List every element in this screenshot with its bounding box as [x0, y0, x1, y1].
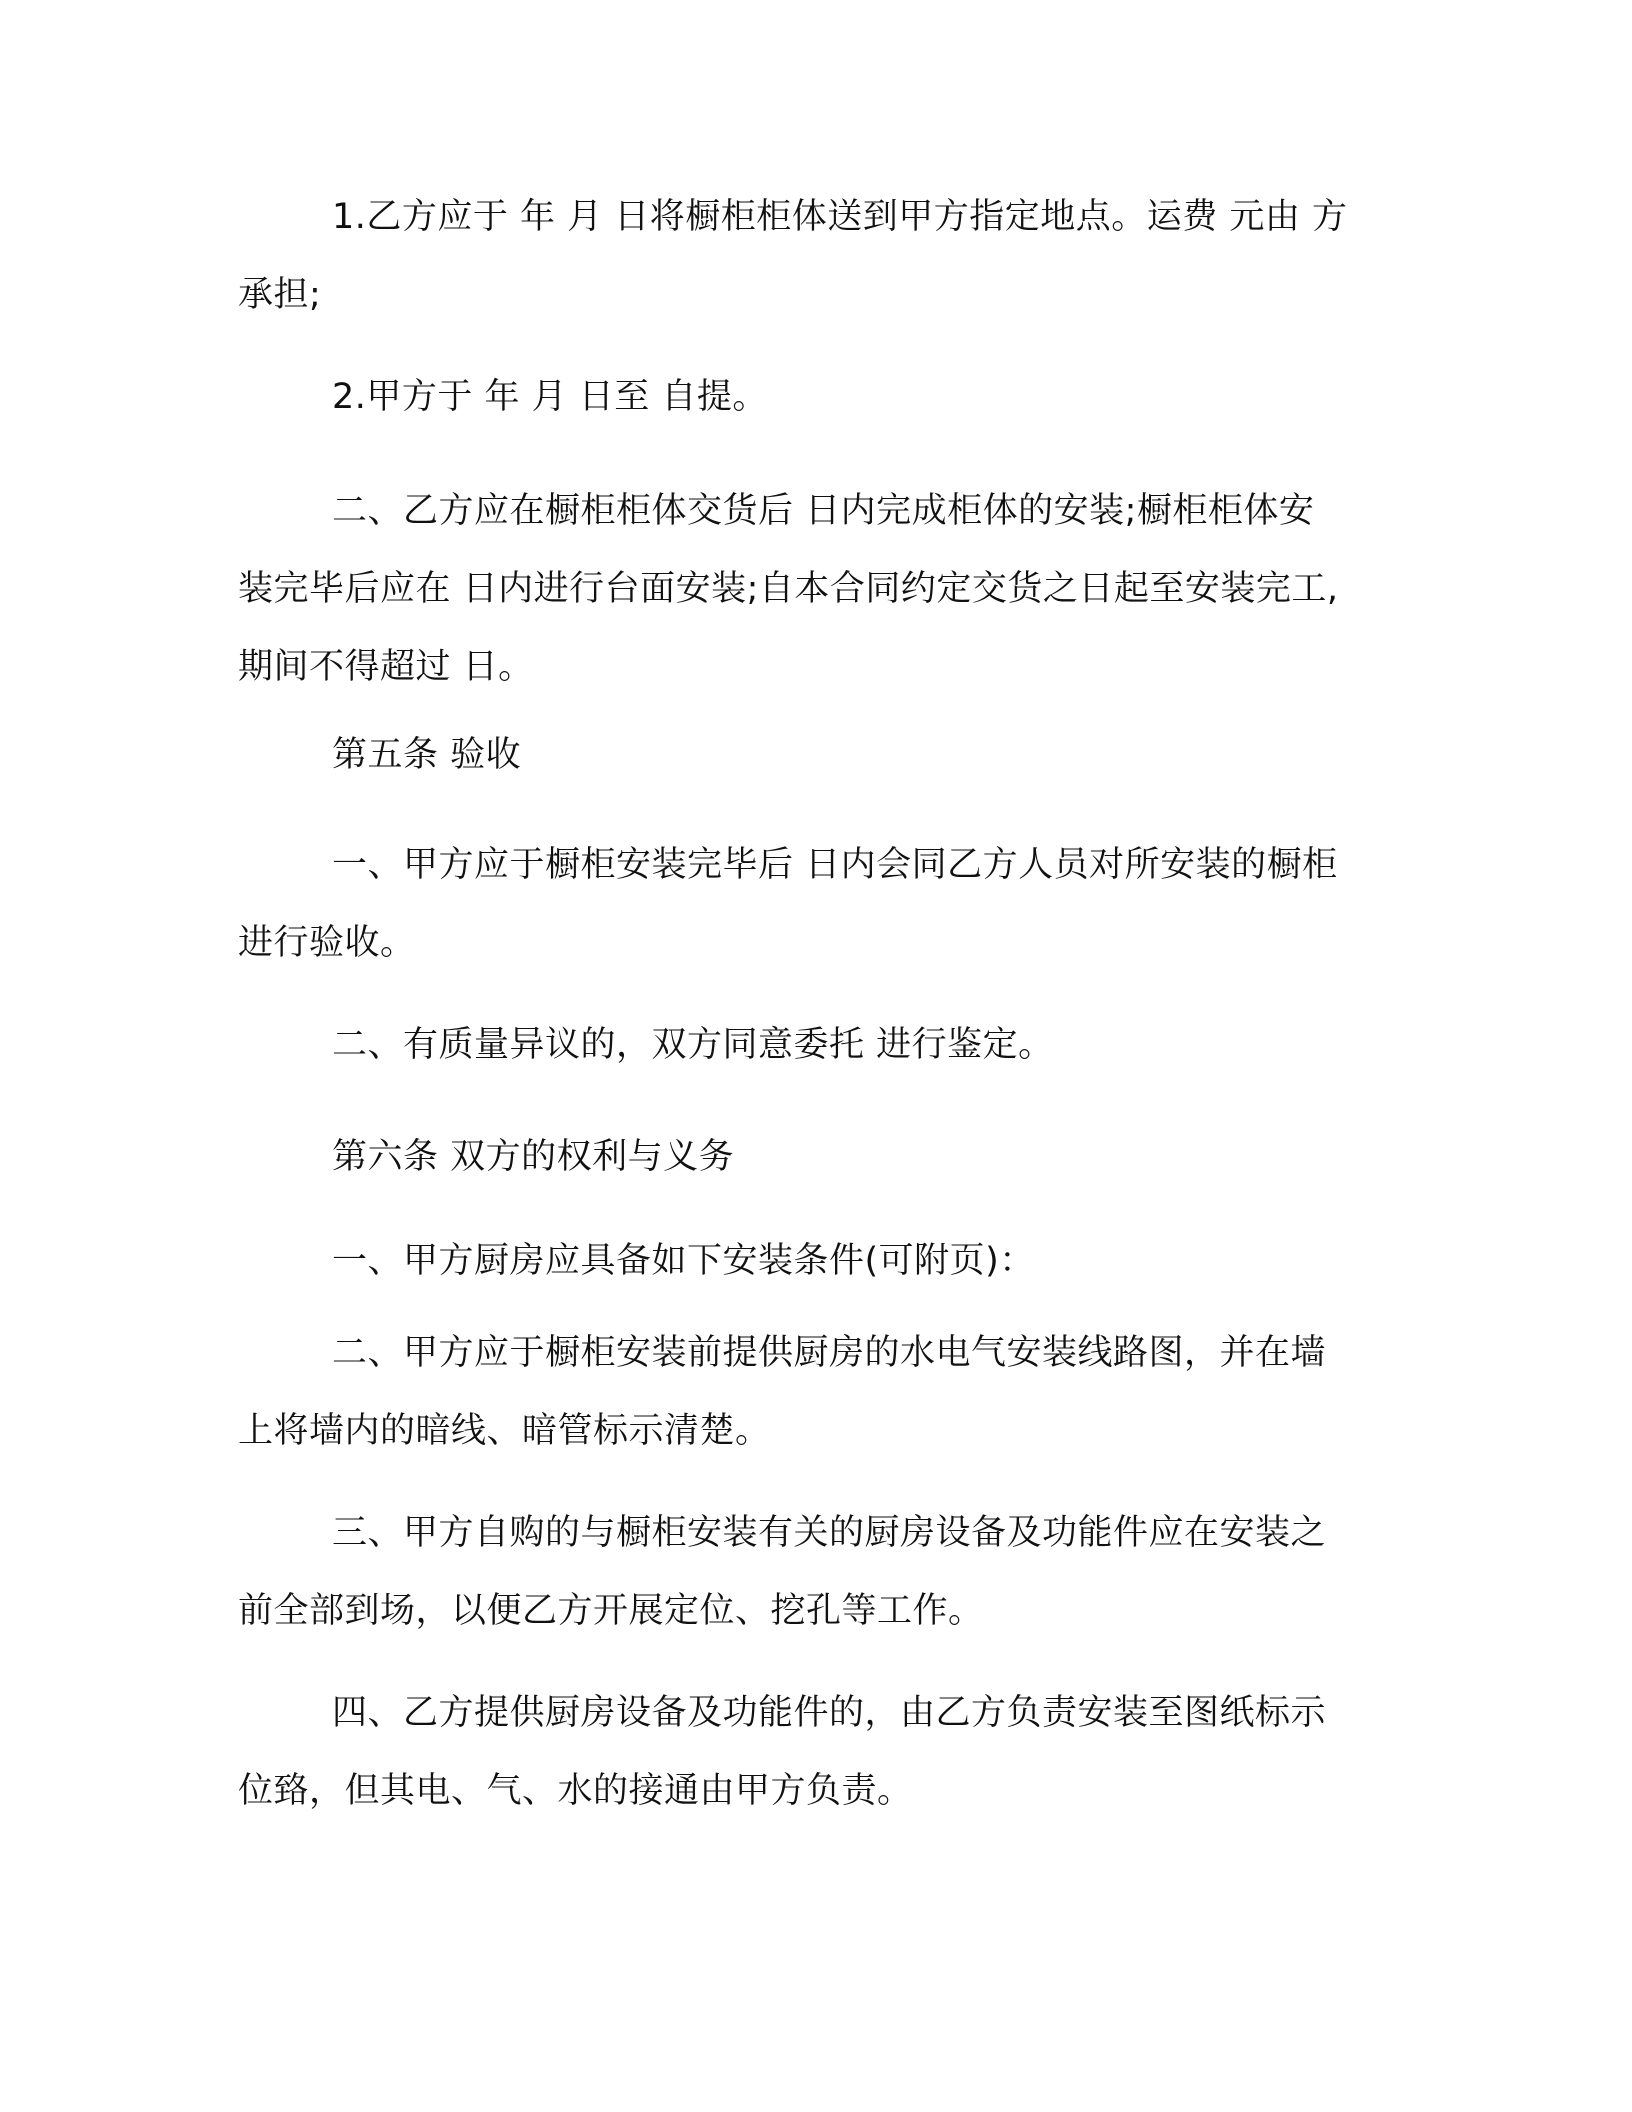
- text-line: 2.甲方于 年 月 日至 自提。: [332, 377, 768, 417]
- section-heading-article-6: [238, 1118, 1398, 1196]
- text-line: 承担;: [238, 275, 322, 315]
- text-line: 期间不得超过 日。: [238, 647, 534, 687]
- section-heading: 第六条 双方的权利与义务: [332, 1137, 735, 1177]
- paragraph-acceptance-1: [238, 826, 1398, 982]
- text-line: 二、甲方应于橱柜安装前提供厨房的水电气安装线路图，并在墙: [332, 1333, 1327, 1373]
- text-line: 位臵，但其电、气、水的接通由甲方负责。: [238, 1771, 913, 1811]
- paragraph-rights-3: [238, 1494, 1398, 1650]
- text-line: 二、有质量异议的，双方同意委托 进行鉴定。: [332, 1025, 1054, 1065]
- text-line: 一、甲方应于橱柜安装完毕后 日内会同乙方人员对所安装的橱柜: [332, 845, 1338, 885]
- text-line: 1.乙方应于 年 月 日将橱柜柜体送到甲方指定地点。运费 元由 方: [332, 197, 1348, 237]
- paragraph-installation: [238, 472, 1398, 706]
- section-heading-article-5: [238, 716, 1398, 794]
- paragraph-acceptance-2: [238, 1006, 1398, 1084]
- text-line: 一、甲方厨房应具备如下安装条件(可附页)：: [332, 1241, 1035, 1281]
- section-heading: 第五条 验收: [332, 735, 522, 775]
- text-line: 四、乙方提供厨房设备及功能件的，由乙方负责安装至图纸标示: [332, 1693, 1327, 1733]
- text-line: 前全部到场，以便乙方开展定位、挖孔等工作。: [238, 1591, 984, 1631]
- text-line: 二、乙方应在橱柜柜体交货后 日内完成柜体的安装;橱柜柜体安: [332, 491, 1315, 531]
- paragraph-rights-2: [238, 1314, 1398, 1470]
- text-line: 三、甲方自购的与橱柜安装有关的厨房设备及功能件应在安装之: [332, 1513, 1327, 1553]
- text-line: 装完毕后应在 日内进行台面安装;自本合同约定交货之日起至安装完工,: [238, 569, 1339, 609]
- paragraph-rights-4: [238, 1674, 1398, 1830]
- text-line: 进行验收。: [238, 923, 416, 963]
- paragraph-delivery-1: [238, 178, 1398, 334]
- text-line: 上将墙内的暗线、暗管标示清楚。: [238, 1411, 771, 1451]
- paragraph-delivery-2: [238, 358, 1398, 436]
- paragraph-rights-1: [238, 1222, 1398, 1300]
